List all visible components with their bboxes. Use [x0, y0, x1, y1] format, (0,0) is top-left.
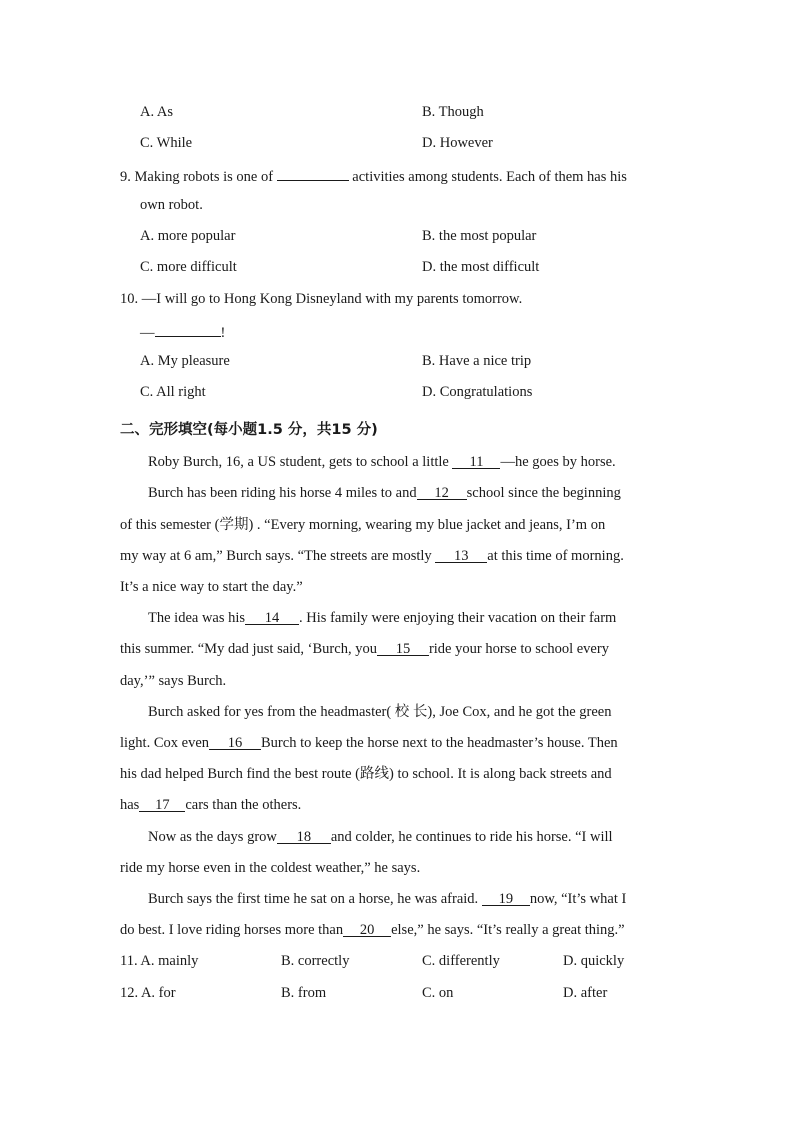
q12-option-c: C. on [422, 985, 454, 1001]
blank-13[interactable]: 13 [435, 546, 487, 563]
passage-line-14: ride my horse even in the coldest weather,” he says. [120, 860, 421, 876]
blank-20[interactable]: 20 [343, 920, 391, 937]
q9-stem-end: activities among students. Each of them has his [352, 169, 627, 185]
q11-option-b: B. correctly [281, 953, 350, 969]
passage-text: has [120, 797, 140, 813]
q10-option-c: C. All right [140, 384, 206, 400]
passage-text: ride your horse to school every [428, 641, 609, 657]
q11-option-c: C. differently [422, 953, 500, 969]
passage-line-4 [120, 546, 624, 566]
passage-text: Now as the days grow [148, 829, 277, 845]
passage-line-9: Burch asked for yes from the headmaster( 校 长), Joe Cox, and he got the green [148, 704, 612, 720]
passage-text: Roby Burch, 16, a US student, gets to school a little [148, 454, 449, 470]
passage-line-7 [120, 639, 609, 659]
passage-line-6 [148, 608, 616, 628]
passage-line-5: It’s a nice way to start the day.” [120, 579, 303, 595]
q11-option-a: 11. A. mainly [120, 953, 199, 969]
passage-line-12 [120, 795, 301, 815]
blank-18[interactable]: 18 [277, 827, 331, 844]
passage-line-10 [120, 733, 618, 753]
q10-option-a: A. My pleasure [140, 353, 230, 369]
passage-text: Burch has been riding his horse 4 miles to and [148, 485, 417, 501]
passage-text: and colder, he continues to ride his horse. “I will [330, 829, 613, 845]
passage-line-1 [148, 452, 616, 472]
q9-blank[interactable] [277, 164, 349, 181]
passage-text: Burch says the first time he sat on a horse, he was afraid. [148, 891, 479, 907]
passage-text: do best. I love riding horses more than [120, 922, 344, 938]
q8-option-b: B. Though [422, 104, 484, 120]
blank-11[interactable]: 11 [452, 452, 500, 469]
q9-stem [120, 164, 627, 187]
passage-text: The idea was his [148, 610, 246, 626]
q10-blank[interactable] [155, 320, 221, 337]
q9-stem-cont: own robot. [140, 197, 203, 213]
passage-text: light. Cox even [120, 735, 210, 751]
q10-reply [140, 320, 225, 343]
passage-line-3: of this semester (学期) . “Every morning, wearing my blue jacket and jeans, I’m on [120, 517, 606, 533]
q10-reply-dash: — [140, 325, 155, 341]
blank-17[interactable]: 17 [139, 795, 185, 812]
q10-option-d: D. Congratulations [422, 384, 533, 400]
passage-text: at this time of morning. [487, 548, 624, 564]
passage-text: my way at 6 am,” Burch says. “The streets are mostly [120, 548, 432, 564]
passage-line-8: day,’” says Burch. [120, 673, 227, 689]
q10-option-b: B. Have a nice trip [422, 353, 532, 369]
q12-option-d: D. after [563, 985, 608, 1001]
passage-text: . His family were enjoying their vacation on their farm [299, 610, 617, 626]
blank-14[interactable]: 14 [245, 608, 299, 625]
q12-option-b: B. from [281, 985, 327, 1001]
blank-12[interactable]: 12 [417, 483, 467, 500]
passage-text: school since the beginning [466, 485, 621, 501]
passage-line-2 [148, 483, 621, 503]
q8-option-d: D. However [422, 135, 493, 151]
q11-option-d: D. quickly [563, 953, 625, 969]
passage-text: else,” he says. “It’s really a great thing.” [391, 922, 625, 938]
passage-text: this summer. “My dad just said, ‘Burch, you [120, 641, 377, 657]
blank-15[interactable]: 15 [377, 639, 429, 656]
passage-text: —he goes by horse. [500, 454, 616, 470]
q9-option-a: A. more popular [140, 228, 236, 244]
passage-line-13 [148, 827, 613, 847]
q9-option-b: B. the most popular [422, 228, 537, 244]
q9-option-c: C. more difficult [140, 259, 237, 275]
blank-19[interactable]: 19 [482, 889, 530, 906]
section-title-cloze: 二、完形填空(每小题1.5 分，共15 分) [120, 422, 378, 438]
q8-option-c: C. While [140, 135, 193, 151]
passage-text: now, “It’s what I [529, 891, 627, 907]
q10-stem: 10. —I will go to Hong Kong Disneyland with my parents tomorrow. [120, 291, 523, 307]
q9-stem-start: 9. Making robots is one of [120, 169, 274, 185]
q9-option-d: D. the most difficult [422, 259, 540, 275]
passage-text: cars than the others. [185, 797, 302, 813]
q10-reply-end: ! [220, 325, 226, 341]
q8-option-a: A. As [140, 104, 174, 120]
passage-line-16 [120, 920, 625, 940]
q12-option-a: 12. A. for [120, 985, 176, 1001]
passage-line-11: his dad helped Burch find the best route (路线) to school. It is along back streets and [120, 766, 612, 782]
passage-text: Burch to keep the horse next to the headmaster’s house. Then [261, 735, 618, 751]
passage-line-15 [148, 889, 626, 909]
blank-16[interactable]: 16 [209, 733, 261, 750]
